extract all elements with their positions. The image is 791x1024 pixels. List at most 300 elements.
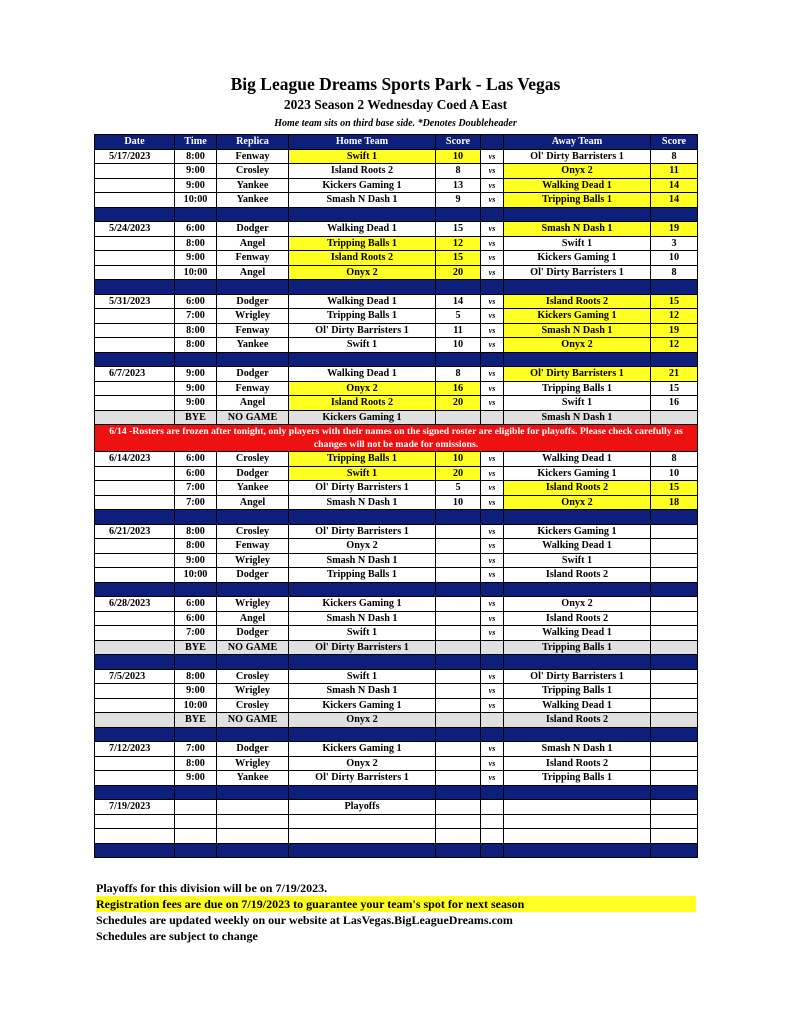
- game-row: [95, 367, 698, 382]
- home-score: [436, 698, 481, 713]
- vs-label: vs: [481, 265, 504, 280]
- separator-cell: [95, 582, 175, 597]
- away-score: [651, 698, 698, 713]
- away-team: Smash N Dash 1: [504, 323, 651, 338]
- game-field: Crosley: [217, 164, 289, 179]
- separator-cell: [289, 352, 436, 367]
- footer-registration: Registration fees are due on 7/19/2023 to guarantee your team's spot for next season: [96, 896, 696, 912]
- vs-label: vs: [481, 236, 504, 251]
- game-time: 7:00: [175, 495, 217, 510]
- separator-cell: [289, 207, 436, 222]
- game-row: [95, 193, 698, 208]
- away-team: Island Roots 2: [504, 713, 651, 728]
- game-field: Yankee: [217, 193, 289, 208]
- game-time: 10:00: [175, 568, 217, 583]
- game-time: 8:00: [175, 669, 217, 684]
- game-date: 6/28/2023: [95, 597, 175, 612]
- separator-cell: [95, 843, 175, 858]
- home-team: Ol' Dirty Barristers 1: [289, 524, 436, 539]
- game-row: [95, 669, 698, 684]
- game-field: Wrigley: [217, 756, 289, 771]
- away-team: Tripping Balls 1: [504, 771, 651, 786]
- game-row: [95, 410, 698, 425]
- separator-cell: [289, 510, 436, 525]
- home-team: Smash N Dash 1: [289, 193, 436, 208]
- game-field: Fenway: [217, 251, 289, 266]
- week-separator: [95, 207, 698, 222]
- away-score: 11: [651, 164, 698, 179]
- separator-cell: [175, 727, 217, 742]
- away-team: Smash N Dash 1: [504, 742, 651, 757]
- vs-label: vs: [481, 251, 504, 266]
- separator-cell: [651, 207, 698, 222]
- header-home-score: Score: [436, 135, 481, 150]
- home-score: 12: [436, 236, 481, 251]
- vs-label: vs: [481, 756, 504, 771]
- vs-label: vs: [481, 381, 504, 396]
- home-team: Tripping Balls 1: [289, 452, 436, 467]
- game-date: [95, 713, 175, 728]
- game-time: 9:00: [175, 381, 217, 396]
- home-team: Onyx 2: [289, 713, 436, 728]
- game-field: Dodger: [217, 568, 289, 583]
- home-score: 14: [436, 294, 481, 309]
- separator-cell: [175, 510, 217, 525]
- game-time: 8:00: [175, 539, 217, 554]
- vs-label: vs: [481, 553, 504, 568]
- home-team: Swift 1: [289, 149, 436, 164]
- home-team: Ol' Dirty Barristers 1: [289, 323, 436, 338]
- home-team: [289, 829, 436, 844]
- home-score: 8: [436, 367, 481, 382]
- game-time: BYE: [175, 640, 217, 655]
- separator-cell: [95, 207, 175, 222]
- away-score: 10: [651, 251, 698, 266]
- home-score: 10: [436, 149, 481, 164]
- game-time: 7:00: [175, 742, 217, 757]
- home-score: [436, 771, 481, 786]
- game-field: Fenway: [217, 539, 289, 554]
- separator-cell: [436, 510, 481, 525]
- away-score: [651, 742, 698, 757]
- home-team: Smash N Dash 1: [289, 495, 436, 510]
- home-team: Smash N Dash 1: [289, 553, 436, 568]
- separator-cell: [217, 785, 289, 800]
- game-row: [95, 381, 698, 396]
- vs-label: vs: [481, 539, 504, 554]
- vs-label: vs: [481, 568, 504, 583]
- separator-cell: [504, 207, 651, 222]
- game-time: 6:00: [175, 611, 217, 626]
- game-date: 6/14/2023: [95, 452, 175, 467]
- away-team: Ol' Dirty Barristers 1: [504, 367, 651, 382]
- vs-label: vs: [481, 771, 504, 786]
- away-score: 15: [651, 294, 698, 309]
- home-score: [436, 539, 481, 554]
- away-team: Swift 1: [504, 553, 651, 568]
- game-row: [95, 713, 698, 728]
- away-team: Island Roots 2: [504, 294, 651, 309]
- away-team: Tripping Balls 1: [504, 381, 651, 396]
- away-team: Smash N Dash 1: [504, 222, 651, 237]
- away-score: [651, 771, 698, 786]
- vs-label: vs: [481, 626, 504, 641]
- home-score: 8: [436, 164, 481, 179]
- separator-cell: [95, 785, 175, 800]
- vs-label: vs: [481, 222, 504, 237]
- game-time: 8:00: [175, 524, 217, 539]
- separator-cell: [436, 785, 481, 800]
- game-row: [95, 814, 698, 829]
- home-score: 10: [436, 338, 481, 353]
- roster-freeze-banner: [95, 425, 698, 452]
- game-row: [95, 309, 698, 324]
- game-time: 7:00: [175, 626, 217, 641]
- vs-label: vs: [481, 742, 504, 757]
- game-time: 10:00: [175, 265, 217, 280]
- game-field: Angel: [217, 611, 289, 626]
- game-field: Angel: [217, 495, 289, 510]
- vs-label: vs: [481, 178, 504, 193]
- separator-cell: [217, 727, 289, 742]
- away-score: 12: [651, 309, 698, 324]
- home-team: Onyx 2: [289, 539, 436, 554]
- separator-cell: [175, 582, 217, 597]
- home-team: Island Roots 2: [289, 164, 436, 179]
- home-team: [289, 814, 436, 829]
- home-score: [436, 597, 481, 612]
- game-field: Wrigley: [217, 553, 289, 568]
- vs-label: [481, 814, 504, 829]
- away-team: Ol' Dirty Barristers 1: [504, 669, 651, 684]
- away-team: Onyx 2: [504, 164, 651, 179]
- schedule-body: [95, 149, 698, 858]
- home-score: [436, 640, 481, 655]
- footer-website: Schedules are updated weekly on our website at LasVegas.BigLeagueDreams.com: [96, 913, 513, 927]
- away-team: [504, 800, 651, 815]
- game-time: 7:00: [175, 309, 217, 324]
- away-score: 15: [651, 381, 698, 396]
- week-separator: [95, 510, 698, 525]
- header-home-team: Home Team: [289, 135, 436, 150]
- home-score: 5: [436, 309, 481, 324]
- footer-notes: [96, 880, 696, 944]
- game-row: [95, 524, 698, 539]
- game-row: [95, 495, 698, 510]
- game-row: [95, 553, 698, 568]
- away-team: Walking Dead 1: [504, 698, 651, 713]
- game-row: [95, 251, 698, 266]
- week-separator: [95, 582, 698, 597]
- separator-cell: [289, 843, 436, 858]
- footer-playoffs: Playoffs for this division will be on 7/19/2023.: [96, 881, 328, 895]
- away-score: [651, 684, 698, 699]
- separator-cell: [175, 207, 217, 222]
- home-team: Smash N Dash 1: [289, 611, 436, 626]
- game-field: Dodger: [217, 742, 289, 757]
- vs-label: vs: [481, 495, 504, 510]
- game-date: 7/19/2023: [95, 800, 175, 815]
- game-field: Fenway: [217, 381, 289, 396]
- game-field: Angel: [217, 236, 289, 251]
- away-team: Tripping Balls 1: [504, 640, 651, 655]
- game-row: [95, 178, 698, 193]
- game-time: 8:00: [175, 236, 217, 251]
- separator-cell: [95, 655, 175, 670]
- game-date: [95, 338, 175, 353]
- game-row: [95, 756, 698, 771]
- home-team: Kickers Gaming 1: [289, 410, 436, 425]
- game-row: [95, 149, 698, 164]
- game-date: 5/17/2023: [95, 149, 175, 164]
- away-team: Kickers Gaming 1: [504, 251, 651, 266]
- game-field: [217, 800, 289, 815]
- away-team: Walking Dead 1: [504, 452, 651, 467]
- separator-cell: [436, 280, 481, 295]
- separator-cell: [217, 280, 289, 295]
- game-field: Crosley: [217, 524, 289, 539]
- game-time: 6:00: [175, 294, 217, 309]
- table-header-row: [95, 135, 698, 150]
- home-score: [436, 626, 481, 641]
- vs-label: vs: [481, 309, 504, 324]
- game-field: Crosley: [217, 452, 289, 467]
- game-date: [95, 323, 175, 338]
- game-time: 8:00: [175, 323, 217, 338]
- away-team: Island Roots 2: [504, 568, 651, 583]
- away-score: [651, 611, 698, 626]
- home-team: Kickers Gaming 1: [289, 178, 436, 193]
- separator-cell: [436, 352, 481, 367]
- separator-cell: [289, 582, 436, 597]
- separator-cell: [651, 352, 698, 367]
- separator-cell: [651, 785, 698, 800]
- vs-label: vs: [481, 466, 504, 481]
- home-score: [436, 611, 481, 626]
- separator-cell: [436, 727, 481, 742]
- page-title: Big League Dreams Sports Park - Las Vegas: [230, 74, 561, 94]
- game-date: [95, 481, 175, 496]
- away-score: 18: [651, 495, 698, 510]
- vs-label: vs: [481, 611, 504, 626]
- game-time: 10:00: [175, 193, 217, 208]
- separator-cell: [436, 582, 481, 597]
- header-away-team: Away Team: [504, 135, 651, 150]
- separator-cell: [289, 727, 436, 742]
- game-field: Yankee: [217, 771, 289, 786]
- home-team: Swift 1: [289, 338, 436, 353]
- game-time: 9:00: [175, 164, 217, 179]
- separator-cell: [436, 655, 481, 670]
- week-separator: [95, 727, 698, 742]
- vs-label: vs: [481, 396, 504, 411]
- away-score: [651, 829, 698, 844]
- game-date: [95, 626, 175, 641]
- vs-label: vs: [481, 294, 504, 309]
- home-team: Swift 1: [289, 626, 436, 641]
- home-score: [436, 713, 481, 728]
- home-team: Walking Dead 1: [289, 222, 436, 237]
- game-date: [95, 164, 175, 179]
- away-team: Kickers Gaming 1: [504, 524, 651, 539]
- separator-cell: [217, 510, 289, 525]
- game-time: 6:00: [175, 597, 217, 612]
- schedule-table: [94, 134, 698, 858]
- game-field: Dodger: [217, 626, 289, 641]
- away-team: Island Roots 2: [504, 611, 651, 626]
- game-time: 10:00: [175, 698, 217, 713]
- vs-label: vs: [481, 669, 504, 684]
- separator-cell: [481, 727, 504, 742]
- away-score: [651, 568, 698, 583]
- game-row: [95, 452, 698, 467]
- separator-cell: [289, 785, 436, 800]
- vs-label: vs: [481, 684, 504, 699]
- home-score: 20: [436, 466, 481, 481]
- game-time: BYE: [175, 410, 217, 425]
- home-score: 9: [436, 193, 481, 208]
- home-score: 16: [436, 381, 481, 396]
- game-field: NO GAME: [217, 410, 289, 425]
- separator-cell: [436, 207, 481, 222]
- away-team: Walking Dead 1: [504, 178, 651, 193]
- home-score: 15: [436, 251, 481, 266]
- game-field: Dodger: [217, 294, 289, 309]
- away-team: Ol' Dirty Barristers 1: [504, 265, 651, 280]
- separator-cell: [217, 655, 289, 670]
- game-date: [95, 756, 175, 771]
- game-field: Dodger: [217, 367, 289, 382]
- header-time: Time: [175, 135, 217, 150]
- separator-cell: [651, 843, 698, 858]
- home-team: Ol' Dirty Barristers 1: [289, 771, 436, 786]
- week-separator: [95, 352, 698, 367]
- vs-label: vs: [481, 164, 504, 179]
- home-score: 20: [436, 396, 481, 411]
- vs-label: vs: [481, 481, 504, 496]
- home-score: [436, 742, 481, 757]
- game-date: [95, 265, 175, 280]
- game-row: [95, 698, 698, 713]
- game-date: [95, 396, 175, 411]
- game-field: Dodger: [217, 466, 289, 481]
- away-score: [651, 539, 698, 554]
- schedule-note: Home team sits on third base side. *Denotes Doubleheader: [274, 118, 517, 129]
- game-date: [95, 410, 175, 425]
- away-team: Tripping Balls 1: [504, 193, 651, 208]
- game-date: [95, 466, 175, 481]
- away-score: [651, 814, 698, 829]
- game-row: [95, 539, 698, 554]
- separator-cell: [217, 352, 289, 367]
- separator-cell: [217, 582, 289, 597]
- game-date: [95, 553, 175, 568]
- game-date: [95, 251, 175, 266]
- home-team: Swift 1: [289, 669, 436, 684]
- home-score: 11: [436, 323, 481, 338]
- game-row: [95, 568, 698, 583]
- separator-cell: [504, 843, 651, 858]
- game-row: [95, 684, 698, 699]
- game-field: Angel: [217, 265, 289, 280]
- separator-cell: [175, 785, 217, 800]
- home-score: [436, 814, 481, 829]
- away-team: Island Roots 2: [504, 756, 651, 771]
- home-team: Onyx 2: [289, 756, 436, 771]
- separator-cell: [504, 582, 651, 597]
- game-field: Yankee: [217, 178, 289, 193]
- vs-label: vs: [481, 524, 504, 539]
- game-time: BYE: [175, 713, 217, 728]
- vs-label: vs: [481, 698, 504, 713]
- home-score: [436, 568, 481, 583]
- home-team: Island Roots 2: [289, 251, 436, 266]
- game-date: 7/5/2023: [95, 669, 175, 684]
- game-time: 8:00: [175, 338, 217, 353]
- game-date: 5/31/2023: [95, 294, 175, 309]
- away-team: Walking Dead 1: [504, 626, 651, 641]
- game-time: [175, 814, 217, 829]
- separator-cell: [504, 785, 651, 800]
- away-score: [651, 553, 698, 568]
- game-field: NO GAME: [217, 713, 289, 728]
- game-date: [95, 771, 175, 786]
- away-score: 19: [651, 323, 698, 338]
- game-row: [95, 396, 698, 411]
- game-row: [95, 265, 698, 280]
- game-field: Fenway: [217, 149, 289, 164]
- away-score: 16: [651, 396, 698, 411]
- game-time: 6:00: [175, 222, 217, 237]
- game-time: 9:00: [175, 251, 217, 266]
- separator-cell: [651, 582, 698, 597]
- game-row: [95, 640, 698, 655]
- home-team: Island Roots 2: [289, 396, 436, 411]
- game-field: Yankee: [217, 338, 289, 353]
- header-away-score: Score: [651, 135, 698, 150]
- vs-label: vs: [481, 597, 504, 612]
- game-date: 6/21/2023: [95, 524, 175, 539]
- week-separator: [95, 785, 698, 800]
- game-field: NO GAME: [217, 640, 289, 655]
- home-team: Walking Dead 1: [289, 367, 436, 382]
- away-team: Kickers Gaming 1: [504, 309, 651, 324]
- game-field: Crosley: [217, 698, 289, 713]
- separator-cell: [175, 843, 217, 858]
- game-field: [217, 829, 289, 844]
- separator-cell: [481, 655, 504, 670]
- separator-cell: [481, 352, 504, 367]
- separator-cell: [175, 655, 217, 670]
- away-team: Tripping Balls 1: [504, 684, 651, 699]
- game-date: 7/12/2023: [95, 742, 175, 757]
- vs-label: vs: [481, 452, 504, 467]
- home-score: [436, 553, 481, 568]
- game-date: [95, 698, 175, 713]
- separator-cell: [651, 655, 698, 670]
- away-team: Kickers Gaming 1: [504, 466, 651, 481]
- home-score: [436, 829, 481, 844]
- away-score: [651, 410, 698, 425]
- home-team: Tripping Balls 1: [289, 236, 436, 251]
- home-team: Tripping Balls 1: [289, 568, 436, 583]
- game-field: Dodger: [217, 222, 289, 237]
- away-score: 19: [651, 222, 698, 237]
- away-team: Smash N Dash 1: [504, 410, 651, 425]
- game-date: [95, 309, 175, 324]
- game-date: [95, 178, 175, 193]
- game-date: [95, 684, 175, 699]
